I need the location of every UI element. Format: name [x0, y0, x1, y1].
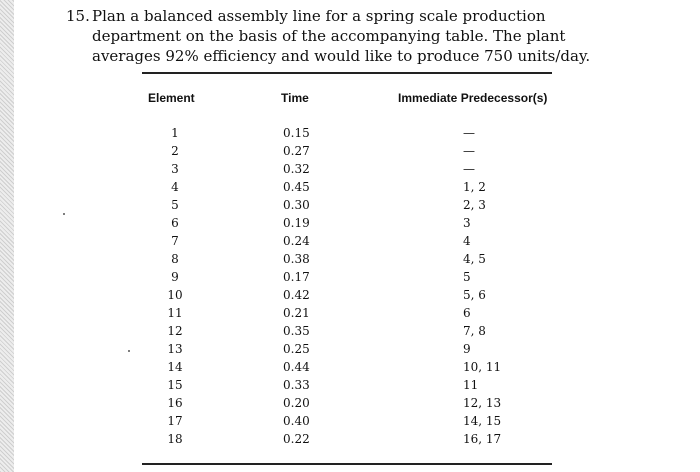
problem-statement: [66, 6, 626, 66]
table-row: [0, 394, 700, 412]
table-row: [0, 214, 700, 232]
table-row: [0, 124, 700, 142]
scan-speck: [128, 350, 130, 352]
cell-element: 16: [167, 396, 183, 410]
cell-predecessors: 14, 15: [463, 414, 502, 428]
cell-predecessors: 4: [463, 234, 471, 248]
cell-predecessors: 16, 17: [463, 432, 502, 446]
cell-predecessors: 10, 11: [463, 360, 502, 374]
cell-element: 14: [167, 360, 183, 374]
cell-element: 13: [167, 342, 183, 356]
table-row: [0, 322, 700, 340]
table-bottom-rule: [142, 463, 552, 465]
cell-element: 7: [171, 234, 179, 248]
cell-predecessors: 1, 2: [463, 180, 486, 194]
header-time: Time: [281, 91, 309, 105]
cell-time: 0.38: [283, 252, 310, 266]
cell-predecessors: 6: [463, 306, 471, 320]
table-row: [0, 412, 700, 430]
header-predecessors: Immediate Predecessor(s): [398, 91, 548, 105]
cell-time: 0.45: [283, 180, 310, 194]
cell-time: 0.27: [283, 144, 310, 158]
cell-predecessors: 12, 13: [463, 396, 502, 410]
table-body: [0, 124, 700, 448]
cell-time: 0.35: [283, 324, 310, 338]
table-row: [0, 430, 700, 448]
cell-time: 0.40: [283, 414, 310, 428]
cell-predecessors: 9: [463, 342, 471, 356]
table-row: [0, 358, 700, 376]
table-row: [0, 268, 700, 286]
cell-predecessors: —: [463, 126, 475, 140]
cell-element: 5: [171, 198, 179, 212]
cell-predecessors: 7, 8: [463, 324, 486, 338]
cell-time: 0.33: [283, 378, 310, 392]
cell-predecessors: 4, 5: [463, 252, 486, 266]
cell-predecessors: 5: [463, 270, 471, 284]
cell-element: 3: [171, 162, 179, 176]
table-row: [0, 178, 700, 196]
cell-element: 10: [167, 288, 183, 302]
table-row: [0, 160, 700, 178]
table-row: [0, 304, 700, 322]
cell-time: 0.19: [283, 216, 310, 230]
problem-text: Plan a balanced assembly line for a spring scale production department on the basis of the accompanying table. The plant averages 92% efficiency and would like to produce 750 units/day.: [92, 7, 591, 65]
cell-time: 0.17: [283, 270, 310, 284]
table-row: [0, 340, 700, 358]
cell-element: 17: [167, 414, 183, 428]
problem-number: 15.: [66, 7, 90, 25]
scan-speck: [63, 213, 65, 215]
cell-element: 6: [171, 216, 179, 230]
cell-time: 0.22: [283, 432, 310, 446]
cell-predecessors: —: [463, 162, 475, 176]
table-row: [0, 142, 700, 160]
cell-time: 0.30: [283, 198, 310, 212]
cell-element: 8: [171, 252, 179, 266]
cell-element: 15: [167, 378, 183, 392]
cell-predecessors: 2, 3: [463, 198, 486, 212]
cell-element: 2: [171, 144, 179, 158]
cell-time: 0.21: [283, 306, 310, 320]
table-row: [0, 250, 700, 268]
cell-element: 9: [171, 270, 179, 284]
cell-predecessors: 5, 6: [463, 288, 486, 302]
cell-time: 0.42: [283, 288, 310, 302]
table-row: [0, 196, 700, 214]
cell-element: 11: [167, 306, 183, 320]
cell-time: 0.24: [283, 234, 310, 248]
cell-time: 0.25: [283, 342, 310, 356]
cell-predecessors: 11: [463, 378, 479, 392]
cell-predecessors: —: [463, 144, 475, 158]
cell-element: 1: [171, 126, 179, 140]
table-top-rule: [142, 72, 552, 74]
cell-time: 0.20: [283, 396, 310, 410]
cell-time: 0.44: [283, 360, 310, 374]
table-row: [0, 232, 700, 250]
cell-predecessors: 3: [463, 216, 471, 230]
table-row: [0, 286, 700, 304]
cell-element: 4: [171, 180, 179, 194]
header-element: Element: [148, 91, 195, 105]
cell-time: 0.32: [283, 162, 310, 176]
cell-element: 12: [167, 324, 183, 338]
cell-time: 0.15: [283, 126, 310, 140]
table-row: [0, 376, 700, 394]
cell-element: 18: [167, 432, 183, 446]
